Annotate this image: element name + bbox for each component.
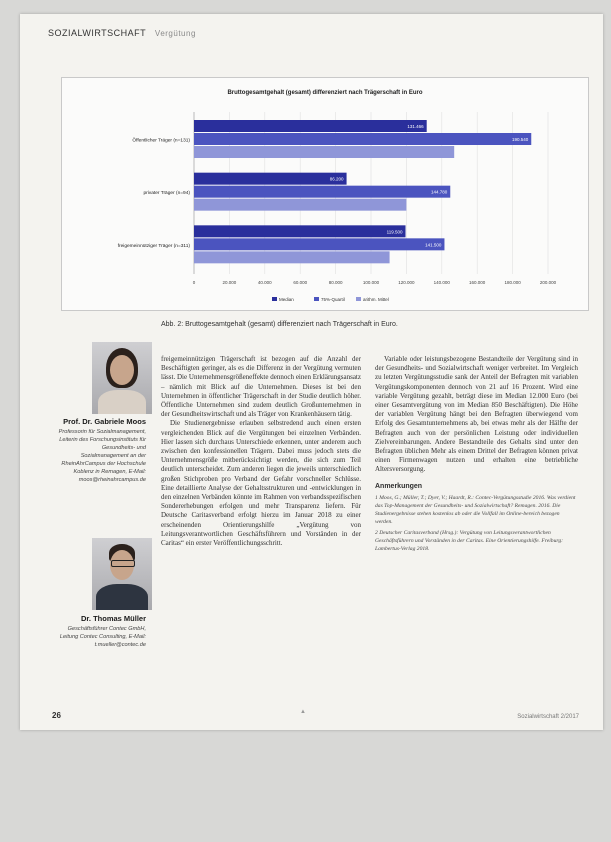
bar (194, 238, 444, 250)
section-title: SOZIALWIRTSCHAFT (48, 28, 147, 38)
chart-title: Bruttogesamtgehalt (gesamt) differenziert nach Trägerschaft in Euro (227, 90, 423, 96)
legend-label: 75%-Quartil (321, 297, 345, 302)
paragraph: Variable oder leistungsbezogene Bestandteile der Vergütung sind in der Gesundheits- und Sozialwirtschaft weniger verbreitet. Im Vergleich zu letzten Vergütungsstudie sank der Anteil der Befragten mit variablen Vergütungskomponenten dennoch von 21 auf 16 Prozent. Wird eine variable Vergütung gezahlt, beträgt diese im Median 12.000 Euro (bei einer Gesamtvergütung von im Median 850 Beschäftigten). Die Höhe der variablen Vergütung hängt bei den Befragten überwiegend vom Erfolg des Gesamtunternehmens ab, bei etwas mehr als der Hälfte der Befragten auch von der persönlichen Leistung oder individuellen Zielvereinbarungen. Andere Bestandteile des Gehalts sind unter den Befragten üblichen Mehr als einem Drittel der Befragten können privat einen Firmenwagen nutzen und erhalten eine betriebliche Altersversorgung. (375, 355, 578, 474)
chart-panel (61, 77, 589, 311)
bar (194, 146, 454, 158)
page-number: 26 (52, 711, 61, 720)
reference: 2 Deutscher Caritasverband (Hrsg.): Vergütung von Leitungsverantwortlichen Geschäftsführern und Vorständen in der Caritas. Eine Orientierungshilfe. Freiburg: Lambertus-Verlag 2018. (375, 529, 563, 552)
paragraph: Die Studienergebnisse erlauben selbstredend auch einen ersten vergleichenden Blick auf die Vergütungen bei einzelnen Verbänden. Hier lassen sich durchaus Unterschiede erkennen, unter anderem auch zwischen den konfessionellen Trägern. Dabei muss jedoch stets die Unternehmensgröße mitberücksichtigt werden, die sich zum Teil deutlich unterscheidet. Zum anderen liegen die jeweils unterschiedlich großen Stichproben pro Verband der Gefahr vorschneller Schlüsse. Eine detaillierte Analyse der Gehaltsstrukturen und -entwicklungen in den einzelnen Verbänden könnte im Rahmen von verbandsspezifischen Sondererhebungen erfolgen und mehr Transparenz liefern. Für Deutsche Caritasverband erfolgt hierzu im Januar 2018 zu einer erscheinenden Orientierungshilfe „Vergütung von Leitungsverantwortlichen Geschäftsführern und Vorständen in der Caritas“ ein erster Veröffentlichungsschritt. (161, 419, 361, 548)
bar (194, 186, 450, 198)
author-photo-mueller (92, 538, 152, 610)
x-tick-label: 0 (192, 280, 196, 285)
bar (194, 225, 406, 237)
x-tick-label: 80.000 (328, 280, 343, 285)
x-tick-label: 160.000 (469, 280, 486, 285)
category-label: Öffentlicher Träger (n=131) (132, 138, 190, 144)
author-name: Dr. Thomas Müller (80, 614, 146, 623)
data-label: 144.780 (430, 189, 448, 195)
category-label: privater Träger (n=94) (143, 191, 190, 197)
annotations-title: Anmerkungen (375, 482, 423, 490)
data-label: 131.466 (407, 124, 424, 129)
category-label: freigemeinnütziger Träger (n=311) (117, 243, 190, 249)
bar (194, 133, 531, 145)
data-label: 86.200 (329, 176, 344, 182)
x-tick-label: 140.000 (433, 280, 450, 285)
bar-chart (62, 78, 588, 310)
bar (194, 120, 427, 132)
x-tick-label: 20.000 (222, 280, 237, 285)
legend-swatch (356, 297, 361, 301)
x-tick-label: 100.000 (362, 280, 380, 285)
x-tick-label: 200.000 (539, 280, 557, 285)
bar (194, 251, 390, 263)
author-bio-mueller (58, 614, 146, 649)
paragraph: freigemeinnützigen Trägerschaft ist bezogen auf die Anzahl der Beschäftigten geringer, als es die Differenz in der Vergütung vermuten lässt. Die Unternehmensgrößeneffekte dennoch einen Erklärungsansatz – nämlich mit Blick auf die Unternehmen. Dieses ist bei den Unternehmen in öffentlicher Trägerschaft in der Studie deutlich höher. Öffentliche Unternehmen sind zudem deutlich Großunternehmen in der Gesundheitswirtschaft und als Träger von Krankenhäusern tätig. (161, 355, 361, 419)
data-label: 119.500 (386, 229, 403, 235)
author-description: Geschäftsführer Contec GmbH, Leitung Contec Consulting, E-Mail: t.mueller@contec.de (59, 626, 146, 648)
body-column-1 (161, 355, 361, 548)
legend-label: arithm. Mittel (363, 297, 389, 302)
page-mark: ▲ (300, 709, 306, 715)
subsection-title: Vergütung (154, 29, 196, 38)
reference: 1 Moos, G.; Müller, T.; Dyer, V.; Haardt, R.: Contec-Vergütungsstudie 2016. Was verdient das Top-Management der Gesundheits- und Sozialwirtschaft? Remagen. 2016. Die Studienergebnisse stehen kostenlos ab oder die Vollfall im Online-bereich bezogen werden. (375, 494, 576, 525)
legend-swatch (314, 297, 319, 301)
author-name: Prof. Dr. Gabriele Moos (63, 417, 146, 426)
legend-swatch (272, 297, 277, 301)
bar (194, 199, 406, 211)
body-column-2 (375, 355, 578, 553)
journal-name: Sozialwirtschaft 2/2017 (517, 714, 579, 720)
data-label: 190.540 (511, 137, 529, 142)
author-photo-moos (92, 342, 152, 414)
legend-label: Median (279, 297, 294, 302)
author-description: Professorin für Sozialmanagement, Leiterin des Forschungsinstituts für Gesundheits- und Sozialmanagement an der RheinAhrCampus der Hochschule Koblenz in Remagen, E-Mail: moos@rheinahrcampus.de (58, 429, 146, 483)
x-tick-label: 180.000 (504, 280, 521, 285)
x-tick-label: 120.000 (398, 280, 415, 285)
bar (194, 173, 347, 185)
x-tick-label: 60.000 (293, 280, 308, 285)
author-bio-moos (58, 417, 146, 484)
figure-caption: Abb. 2: Bruttogesamtgehalt (gesamt) differenziert nach Trägerschaft in Euro. (161, 321, 398, 328)
data-label: 141.500 (425, 242, 442, 248)
x-tick-label: 40.000 (257, 280, 272, 285)
document-page (20, 14, 603, 730)
running-head (48, 28, 196, 38)
